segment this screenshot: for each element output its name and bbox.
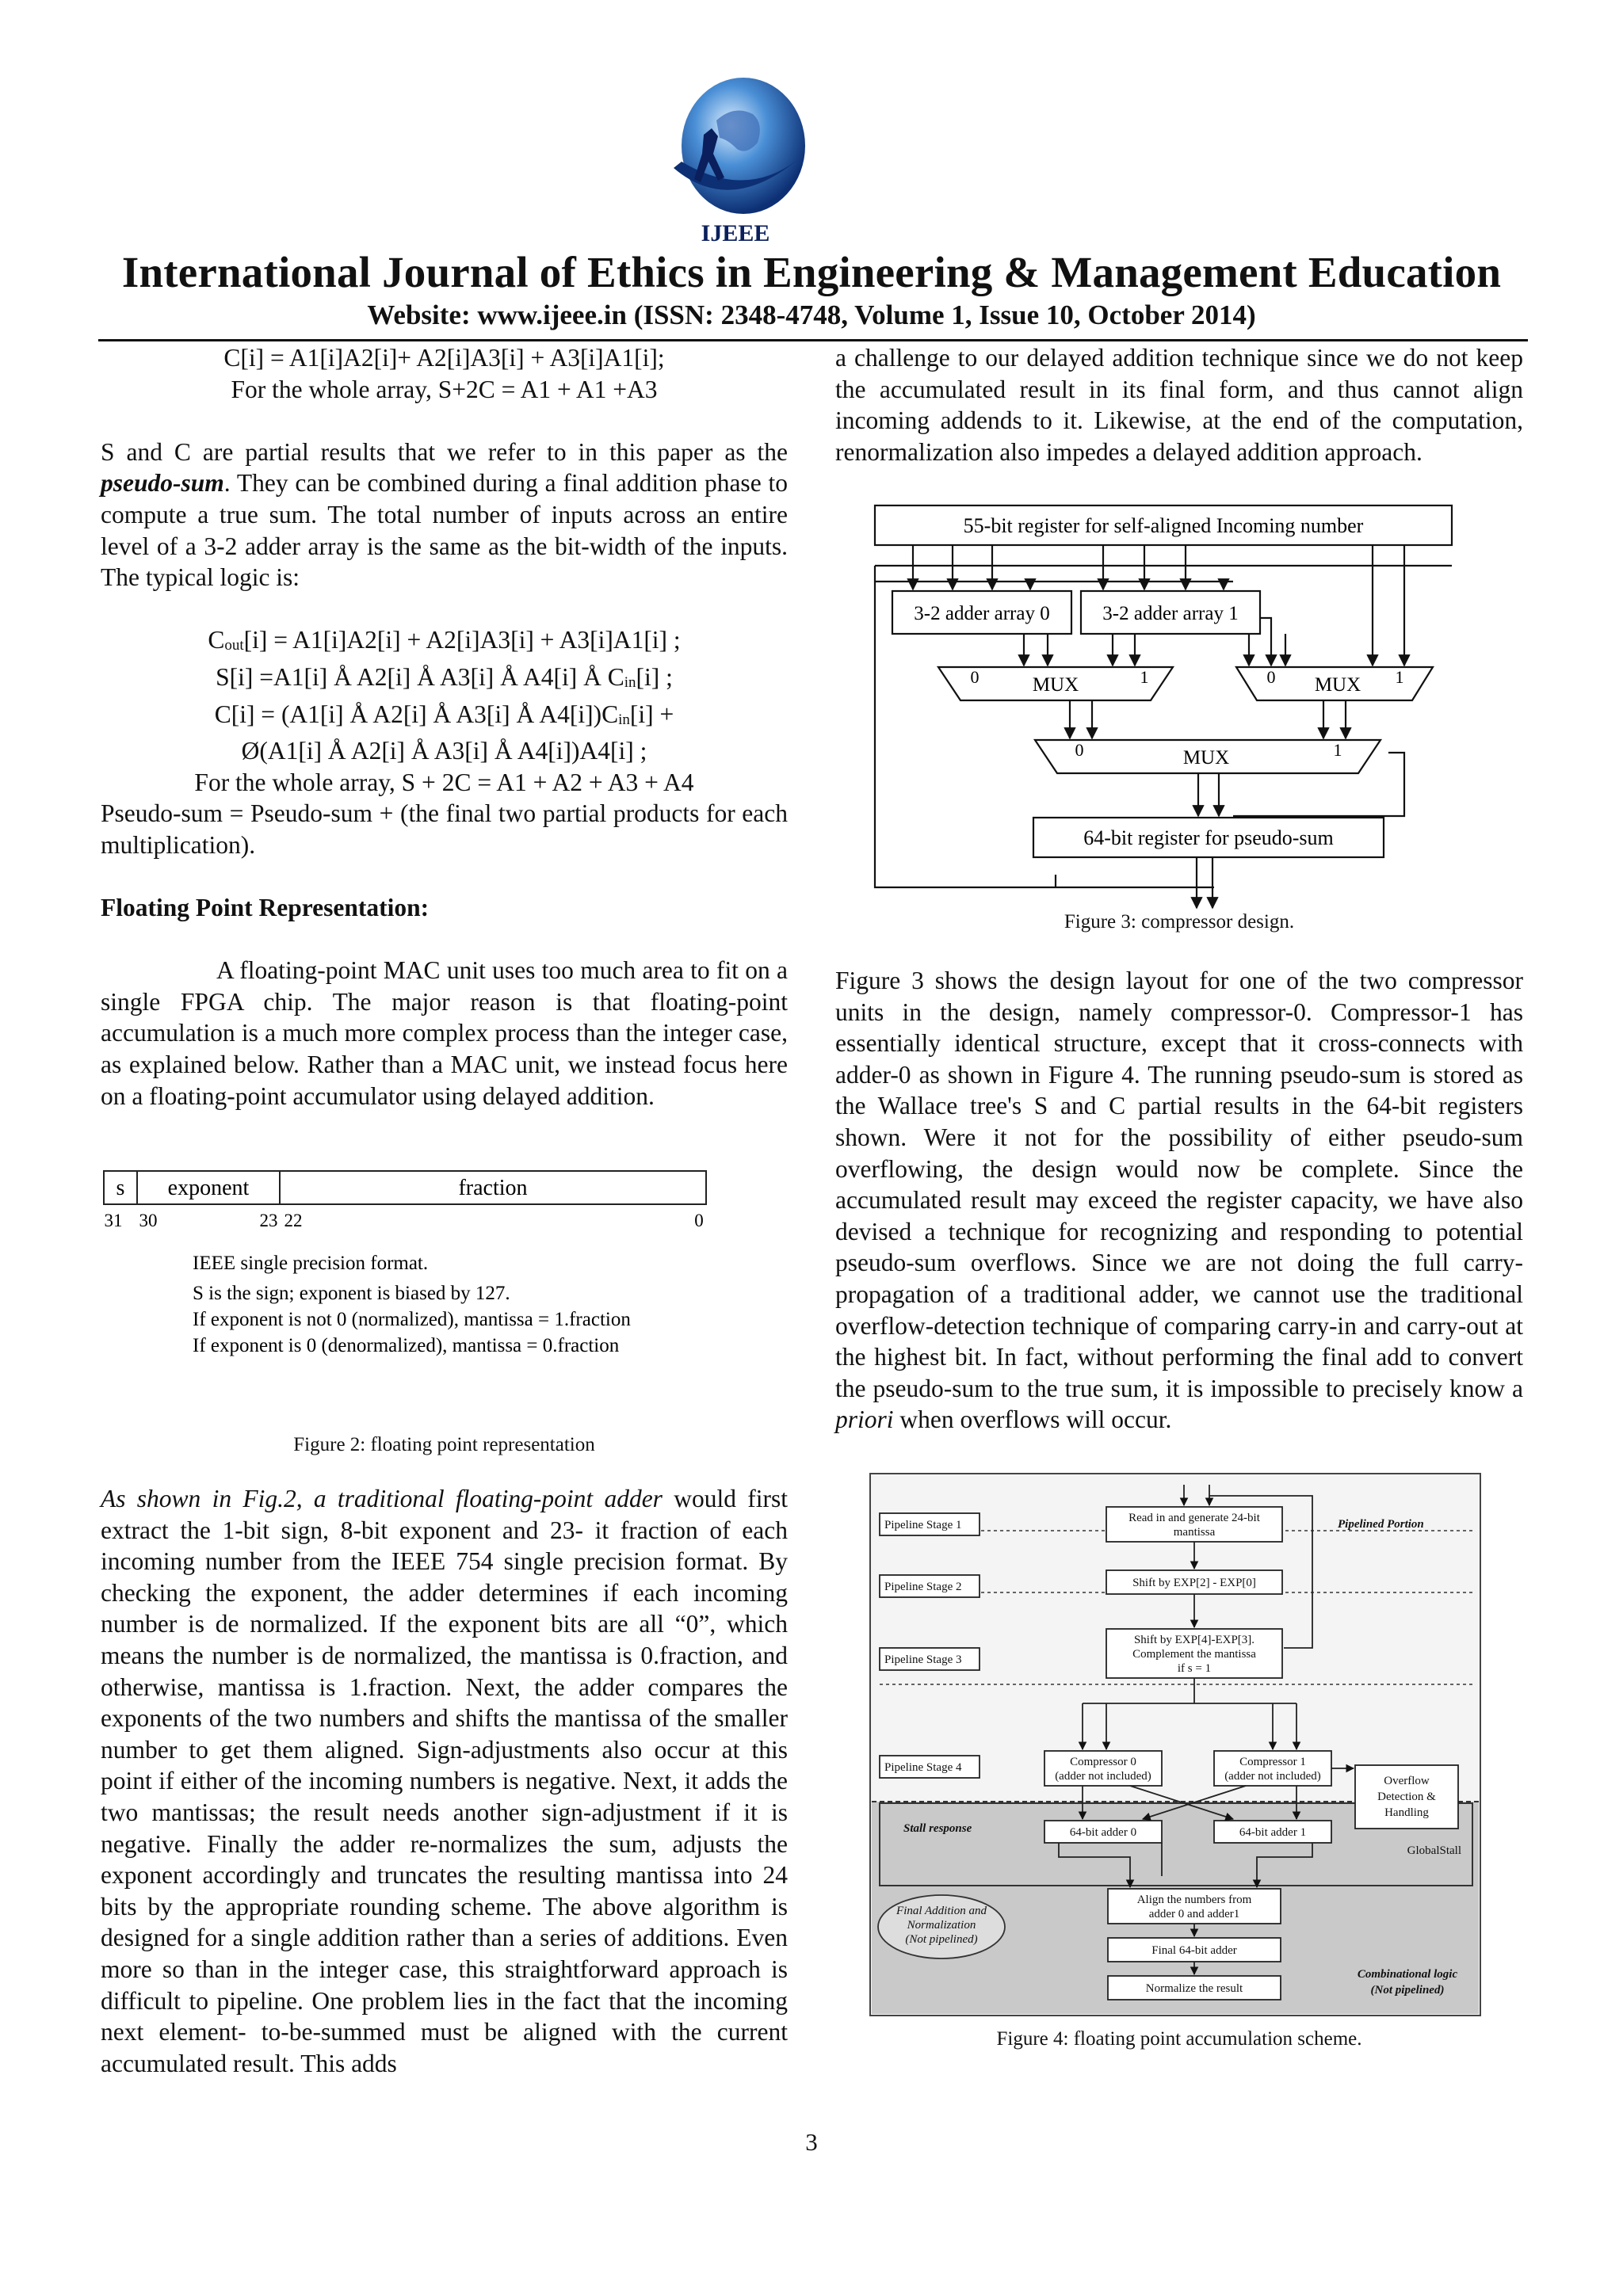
mux-left-input-1: 1 <box>1140 667 1149 687</box>
format-note: If exponent is not 0 (normalized), mantissa = 1.fraction <box>193 1309 631 1330</box>
paragraph-traditional-adder: As shown in Fig.2, a traditional floating-point adder would first extract the 1-bit sign, 8-bit exponent and 23- it fraction of each incoming number from the IEEE 754 single precision format. By checking the exponent, the adder determines if each incoming number is de normalized. If the exponent bits are all “0”, which means the number is de normalized, the mantissa is 0.fraction, and otherwise, mantissa is 1.fraction. Next, the adder compares the exponents of the two numbers and shifts the mantissa of the smaller number to get them aligned. Sign-adjustments also occur at this point if either of the incoming numbers is negative. Next, it adds the two mantissas; the result needs another sign-adjustment if it is negative. Finally the adder re-normalizes the sum, adjusts the exponent accordingly and truncates the resulting mantissa into 24 bits by the appropriate rounding scheme. The above algorithm is designed for a single addition rather than a series of additions. Even more so than in the integer case, this straightforward approach is difficult to pipeline. One problem lies in the fact that the incoming next element- to-be-summed must be aligned with the current accumulated result. This adds <box>101 1485 788 2077</box>
figure-4-caption: Figure 4: floating point accumulation scheme. <box>996 2028 1362 2050</box>
final-note-label: Normalization <box>907 1919 976 1932</box>
field-exponent: exponent <box>167 1176 250 1200</box>
shift-2-label: Shift by EXP[4]-EXP[3]. <box>1133 1634 1255 1646</box>
paragraph-pseudo-sum: S and C are partial results that we refer to in this paper as the pseudo-sum. They can be combined during a final addition phase to compute a true sum. The total number of inputs across an entire level of a 3-2 adder array is the same as the bit-width of the inputs. The typical logic is: <box>101 437 788 592</box>
shift-2-label: Complement the mantissa <box>1132 1648 1256 1661</box>
bit-index: 30 <box>139 1211 158 1230</box>
figure-3-caption: Figure 3: compressor design. <box>1064 911 1295 933</box>
figure-3-compressor <box>865 499 1476 911</box>
shift-2-label: if s = 1 <box>1177 1662 1212 1675</box>
equation-c-cont: Ø(A1[i] Å A2[i] Å A3[i] Å A4[i])A4[i] ; <box>241 737 647 765</box>
equation-cout: $C_{out}[i] = A1[i]A2[i] + A2[i]A3[i] + A3[i]A1[i]$ ; <box>208 626 681 654</box>
figure-2-float-format <box>99 1165 717 1379</box>
stage-4-label: Pipeline Stage 4 <box>884 1761 962 1774</box>
combinational-label: (Not pipelined) <box>1370 1984 1445 1997</box>
global-stall-label: GlobalStall <box>1407 1844 1461 1857</box>
journal-subtitle: Website: www.ijeee.in (ISSN: 2348-4748, Volume 1, Issue 10, October 2014) <box>367 299 1256 330</box>
normalize-label: Normalize the result <box>1145 1982 1243 1995</box>
read-label: mantissa <box>1173 1526 1216 1539</box>
paragraph-mac: A floating-point MAC unit uses too much area to fit on a single FPGA chip. The major reason is that floating-point accumulation is a much more complex process than the integer case, as explained below. Rather than a MAC unit, we instead focus here on a floating-point accumulator using delayed addition. <box>101 956 788 1110</box>
final-note-label: (Not pipelined) <box>905 1933 978 1946</box>
stage-1-label: Pipeline Stage 1 <box>884 1519 962 1531</box>
right-column-top <box>835 342 1523 467</box>
journal-title: International Journal of Ethics in Engineering & Management Education <box>121 248 1502 296</box>
pseudo-sum-term: pseudo-sum <box>101 469 224 498</box>
equation-c: C[i] = (A1[i] Å A2[i] Å A3[i] Å $A4[i])C_{in}[i]$ + <box>214 700 674 728</box>
format-note: If exponent is 0 (denormalized), mantissa = 0.fraction <box>193 1335 620 1356</box>
adder-array-0-label: 3-2 adder array 0 <box>914 603 1050 624</box>
align-label: adder 0 and adder1 <box>1148 1908 1240 1920</box>
journal-logo <box>658 73 808 249</box>
align-label: Align the numbers from <box>1136 1894 1252 1906</box>
final-note-label: Final Addition and <box>896 1905 987 1917</box>
left-column-bottom <box>101 1483 788 2079</box>
mux-right-input-0: 0 <box>1266 667 1276 687</box>
right-column-middle <box>835 965 1523 1436</box>
output-register-label: 64-bit register for pseudo-sum <box>1083 826 1334 849</box>
bit-index: 23 <box>259 1211 278 1230</box>
stall-response-label: Stall response <box>903 1822 972 1835</box>
field-fraction: fraction <box>458 1176 528 1200</box>
header-rule <box>98 339 1528 341</box>
mux-bottom-label: MUX <box>1182 747 1230 769</box>
logo-text: IJEEE <box>701 220 770 246</box>
overflow-label: Overflow <box>1384 1775 1430 1787</box>
bit-index: 22 <box>284 1211 303 1230</box>
mux-bottom-input-1: 1 <box>1333 740 1342 760</box>
bit-index: 31 <box>104 1211 123 1230</box>
mux-left-label: MUX <box>1032 674 1079 696</box>
paragraph-challenge: a challenge to our delayed addition technique since we do not keep the accumulated result in its final form, and thus cannot align incoming addends to it. Likewise, at the end of the computation, renormalization also impedes a delayed addition approach. <box>835 344 1523 466</box>
format-note: S is the sign; exponent is biased by 127. <box>193 1283 510 1304</box>
adder-array-1-label: 3-2 adder array 1 <box>1102 603 1239 624</box>
mux-left-input-0: 0 <box>970 667 980 687</box>
adder-0-label: 64-bit adder 0 <box>1069 1826 1137 1839</box>
mux-bottom-input-0: 0 <box>1075 740 1084 760</box>
overflow-label: Detection & <box>1377 1791 1436 1803</box>
equation-s: S[i] =A1[i] Å A2[i] Å A3[i] Å A4[i] Å $C_{in}[i]$ ; <box>216 662 673 691</box>
combinational-label: Combinational logic <box>1357 1968 1458 1981</box>
pipelined-portion-label: Pipelined Portion <box>1338 1518 1424 1531</box>
field-sign: s <box>116 1176 125 1200</box>
section-heading: Floating Point Representation: <box>101 894 430 922</box>
overflow-label: Handling <box>1384 1806 1429 1819</box>
shift-1-label: Shift by EXP[2] - EXP[0] <box>1132 1577 1256 1589</box>
figure-2-caption: Figure 2: floating point representation <box>293 1434 595 1455</box>
stage-2-label: Pipeline Stage 2 <box>884 1581 962 1593</box>
figure-4-accumulation <box>869 1472 1484 2019</box>
paragraph-figure-3: Figure 3 shows the design layout for one of the two compressor units in the design, namely compressor-0. Compressor-1 has essentially identical structure, except that it cross-connects with adder-0 as shown in Figure 4. The running pseudo-sum is stored as the Wallace tree's S and C partial results in the 64-bit registers shown. Were it not for the possibility of either pseudo-sum overflowing, the design would now be complete. Since the accumulated result may exceed the register capacity, we have also devised a technique for recognizing and responding to potential pseudo-sum overflows. Since we are not doing the full carry-propagation of a traditional adder, we cannot use the traditional overflow-detection technique of comparing carry-in and carry-out at the highest bit. In fact, without performing the final add to convert the pseudo-sum to the true sum, it is impossible to precisely know a priori when overflows will occur. <box>835 967 1523 1434</box>
bit-index: 0 <box>694 1211 704 1230</box>
adder-1-label: 64-bit adder 1 <box>1239 1826 1307 1839</box>
equation-array-sum: For the whole array, S+2C = A1 + A1 +A3 <box>231 375 658 403</box>
mux-right-input-1: 1 <box>1395 667 1404 687</box>
equation-whole-array: For the whole array, S + 2C = A1 + A2 + A3 + A4 <box>194 768 694 796</box>
page-number: 3 <box>805 2128 818 2156</box>
final-adder-label: Final 64-bit adder <box>1151 1944 1237 1957</box>
compressor-1-label: (adder not included) <box>1224 1770 1321 1783</box>
input-register-label: 55-bit register for self-aligned Incoming number <box>963 514 1364 537</box>
format-note: IEEE single precision format. <box>193 1253 429 1274</box>
mux-right-label: MUX <box>1314 674 1361 696</box>
compressor-0-label: Compressor 0 <box>1070 1756 1136 1768</box>
compressor-1-label: Compressor 1 <box>1239 1756 1306 1768</box>
read-label: Read in and generate 24-bit <box>1128 1512 1260 1524</box>
compressor-0-label: (adder not included) <box>1055 1770 1151 1783</box>
left-column-top <box>101 342 788 1112</box>
stage-3-label: Pipeline Stage 3 <box>884 1653 962 1666</box>
paragraph-pseudo-sum-update: Pseudo-sum = Pseudo-sum + (the final two partial products for each multiplication). <box>101 799 788 859</box>
equation-carry: C[i] = A1[i]A2[i]+ A2[i]A3[i] + A3[i]A1[i]; <box>223 344 665 372</box>
